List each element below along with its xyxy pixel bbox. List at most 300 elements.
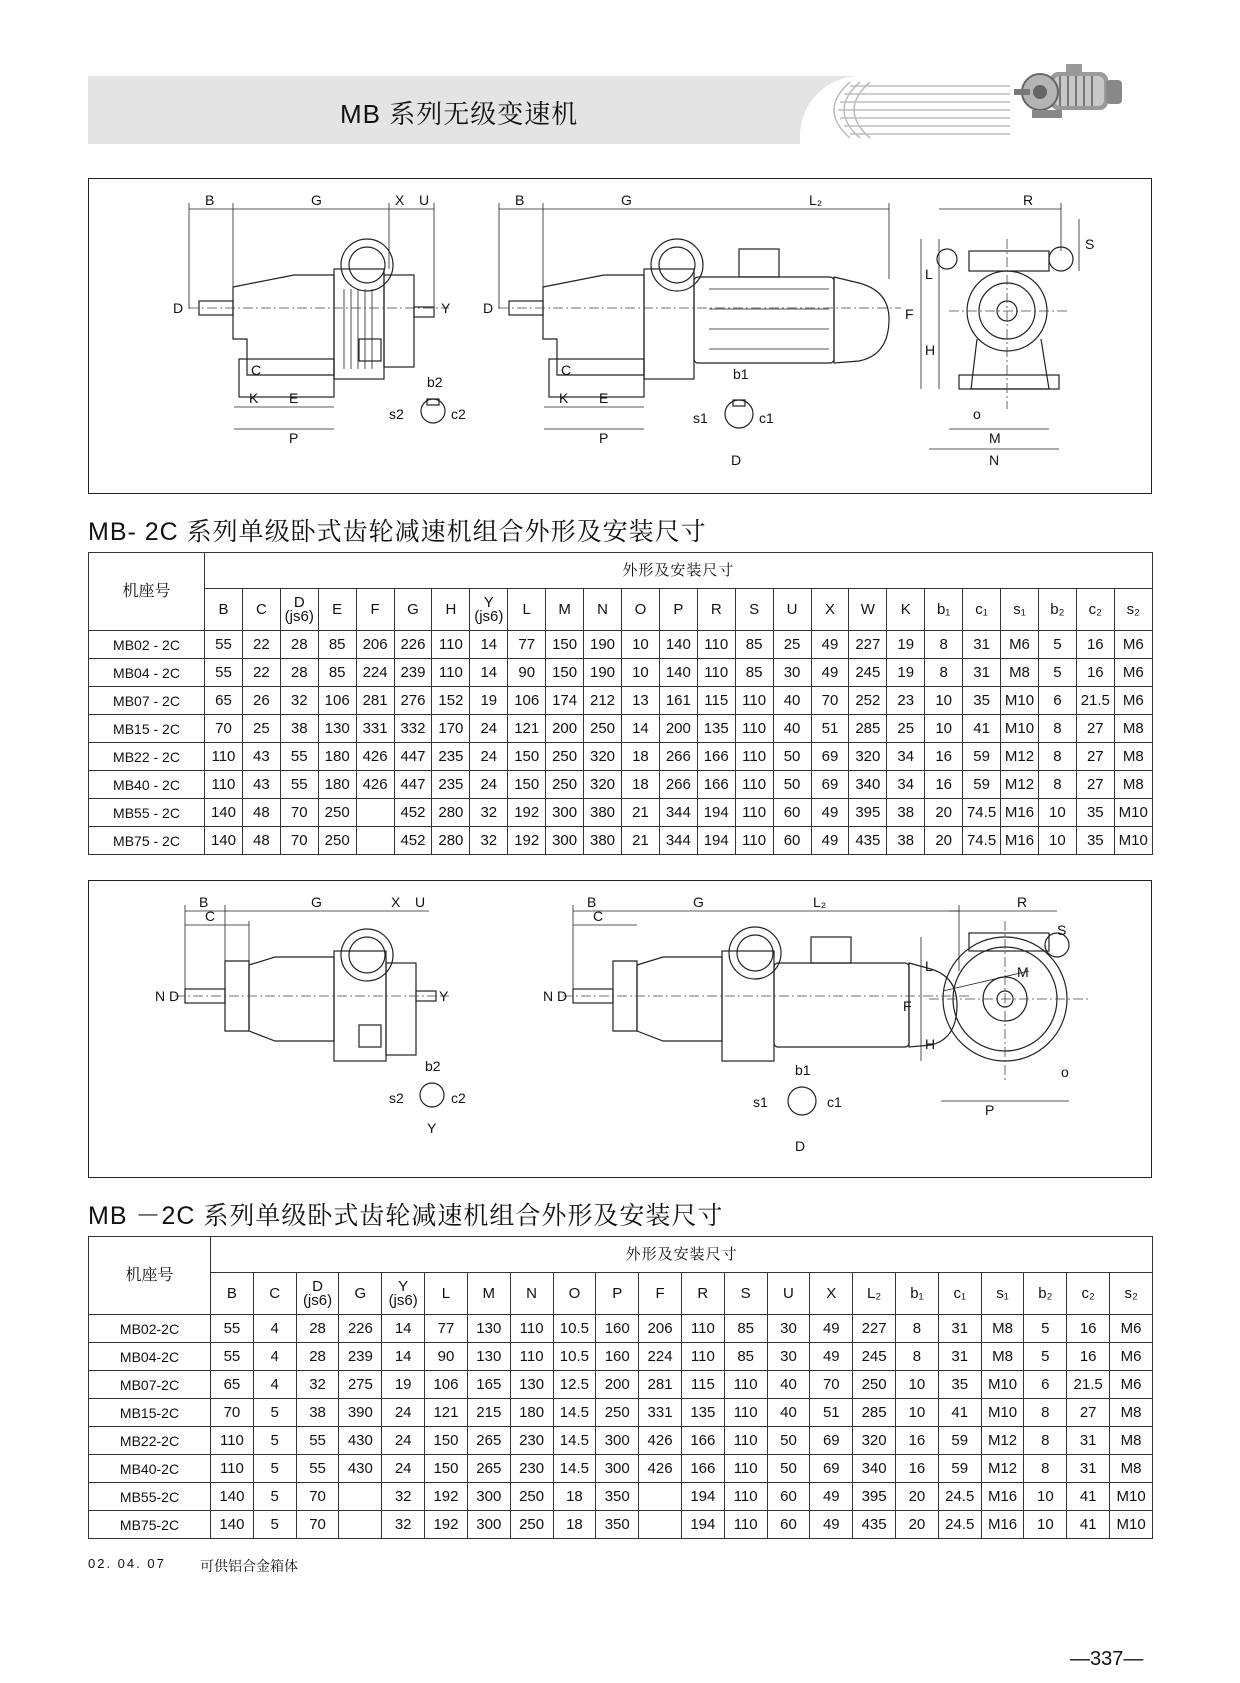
dimension-table-1: [88, 552, 1153, 855]
value-cell: 190: [584, 659, 622, 687]
dim2-label-y: Y: [439, 988, 449, 1004]
value-cell: M10: [1110, 1483, 1153, 1511]
value-cell: 16: [1076, 631, 1114, 659]
column-header: M: [467, 1273, 510, 1315]
value-cell: 380: [584, 827, 622, 855]
dim-label-x: X: [395, 192, 405, 208]
dim2-label-h: H: [925, 1036, 936, 1052]
value-cell: 28: [280, 631, 318, 659]
value-cell: 150: [425, 1427, 468, 1455]
value-cell: 150: [508, 743, 546, 771]
drawing-frame-2: [88, 880, 1152, 1178]
column-header: D (js6): [296, 1273, 339, 1315]
value-cell: 266: [659, 743, 697, 771]
value-cell: 18: [553, 1511, 596, 1539]
value-cell: 22: [242, 631, 280, 659]
value-cell: 5: [253, 1399, 296, 1427]
value-cell: 224: [639, 1343, 682, 1371]
value-cell: 8: [925, 631, 963, 659]
dim-label-c2: c2: [451, 406, 466, 422]
value-cell: M16: [1001, 799, 1039, 827]
value-cell: 31: [1067, 1455, 1110, 1483]
value-cell: 69: [811, 743, 849, 771]
value-cell: 49: [811, 827, 849, 855]
value-cell: 452: [394, 799, 432, 827]
value-cell: 106: [425, 1371, 468, 1399]
dim2-label-p: P: [985, 1102, 995, 1118]
value-cell: M8: [981, 1315, 1024, 1343]
value-cell: 430: [339, 1455, 382, 1483]
column-header: L₂: [853, 1273, 896, 1315]
table-row: [89, 1343, 1153, 1371]
value-cell: 250: [318, 799, 356, 827]
value-cell: 32: [382, 1511, 425, 1539]
value-cell: 34: [887, 771, 925, 799]
value-cell: 16: [925, 771, 963, 799]
column-header: B: [211, 1273, 254, 1315]
value-cell: 60: [773, 799, 811, 827]
value-cell: 340: [853, 1455, 896, 1483]
value-cell: 32: [470, 827, 508, 855]
value-cell: 115: [697, 687, 735, 715]
value-cell: 320: [853, 1427, 896, 1455]
value-cell: 5: [1038, 631, 1076, 659]
value-cell: 10: [925, 687, 963, 715]
column-header: Y (js6): [470, 589, 508, 631]
dim-label-s: S: [1085, 236, 1095, 252]
value-cell: 85: [724, 1343, 767, 1371]
value-cell: 239: [394, 659, 432, 687]
dim2-label-s2: s2: [389, 1090, 404, 1106]
value-cell: 166: [681, 1427, 724, 1455]
value-cell: M8: [1110, 1399, 1153, 1427]
column-header: G: [394, 589, 432, 631]
value-cell: 350: [596, 1511, 639, 1539]
column-header: X: [810, 1273, 853, 1315]
value-cell: M10: [981, 1371, 1024, 1399]
dim2-label-c-2: C: [593, 908, 604, 924]
value-cell: 40: [767, 1371, 810, 1399]
value-cell: 110: [211, 1455, 254, 1483]
value-cell: 8: [896, 1315, 939, 1343]
value-cell: 265: [467, 1427, 510, 1455]
value-cell: 85: [318, 631, 356, 659]
value-cell: 90: [508, 659, 546, 687]
dim2-label-c: C: [205, 908, 216, 924]
value-cell: 135: [681, 1399, 724, 1427]
column-header: P: [659, 589, 697, 631]
value-cell: 24: [470, 771, 508, 799]
value-cell: 10: [621, 659, 659, 687]
column-header: c₁: [963, 589, 1001, 631]
value-cell: 19: [470, 687, 508, 715]
table-row: [89, 827, 1153, 855]
value-cell: 395: [853, 1483, 896, 1511]
value-cell: 110: [510, 1315, 553, 1343]
dim2-label-x: X: [391, 894, 401, 910]
column-header: c₂: [1076, 589, 1114, 631]
value-cell: 300: [467, 1483, 510, 1511]
value-cell: 43: [242, 771, 280, 799]
value-cell: 170: [432, 715, 470, 743]
value-cell: 21.5: [1067, 1371, 1110, 1399]
dim2-label-l2: L₂: [813, 894, 827, 910]
value-cell: 43: [242, 743, 280, 771]
table-row: [89, 743, 1153, 771]
value-cell: 230: [510, 1427, 553, 1455]
value-cell: 227: [849, 631, 887, 659]
value-cell: 180: [510, 1399, 553, 1427]
value-cell: 426: [639, 1427, 682, 1455]
value-cell: 152: [432, 687, 470, 715]
value-cell: 24: [382, 1455, 425, 1483]
table-row: [89, 1371, 1153, 1399]
value-cell: 40: [767, 1399, 810, 1427]
value-cell: 14: [382, 1315, 425, 1343]
value-cell: M6: [1110, 1371, 1153, 1399]
value-cell: 77: [508, 631, 546, 659]
value-cell: 8: [896, 1343, 939, 1371]
dim2-label-m: M: [1017, 964, 1029, 980]
dim2-label-r: R: [1017, 894, 1028, 910]
value-cell: 16: [1076, 659, 1114, 687]
column-header: b₁: [896, 1273, 939, 1315]
value-cell: 212: [584, 687, 622, 715]
model-cell: MB02-2C: [89, 1315, 211, 1343]
value-cell: 85: [724, 1315, 767, 1343]
value-cell: 150: [546, 631, 584, 659]
dim2-label-l: L: [925, 958, 933, 974]
value-cell: 110: [681, 1315, 724, 1343]
value-cell: M8: [1114, 771, 1152, 799]
value-cell: 21: [621, 799, 659, 827]
column-header: D (js6): [280, 589, 318, 631]
value-cell: 70: [810, 1371, 853, 1399]
dim2-label-y-key: Y: [427, 1120, 437, 1136]
footer-date: 02. 04. 07: [88, 1556, 166, 1571]
value-cell: 5: [1024, 1315, 1067, 1343]
value-cell: 280: [432, 799, 470, 827]
value-cell: 344: [659, 799, 697, 827]
value-cell: 74.5: [963, 799, 1001, 827]
value-cell: 192: [425, 1483, 468, 1511]
value-cell: 340: [849, 771, 887, 799]
dim-label-b1: b1: [733, 366, 749, 382]
value-cell: 452: [394, 827, 432, 855]
column-header: U: [767, 1273, 810, 1315]
value-cell: 150: [425, 1455, 468, 1483]
value-cell: 31: [1067, 1427, 1110, 1455]
value-cell: 395: [849, 799, 887, 827]
column-header: s₂: [1114, 589, 1152, 631]
value-cell: M12: [981, 1455, 1024, 1483]
value-cell: 10.5: [553, 1315, 596, 1343]
value-cell: 24: [382, 1399, 425, 1427]
value-cell: 20: [896, 1483, 939, 1511]
value-cell: 77: [425, 1315, 468, 1343]
value-cell: 59: [938, 1427, 981, 1455]
value-cell: 150: [546, 659, 584, 687]
value-cell: 25: [887, 715, 925, 743]
dim2-label-n: N: [155, 988, 166, 1004]
value-cell: 194: [681, 1511, 724, 1539]
value-cell: 55: [296, 1427, 339, 1455]
dimension-table-2: [88, 1236, 1153, 1539]
value-cell: 10: [1024, 1511, 1067, 1539]
value-cell: 390: [339, 1399, 382, 1427]
value-cell: 110: [205, 743, 243, 771]
column-header: K: [887, 589, 925, 631]
dim2-label-g: G: [311, 894, 322, 910]
value-cell: 69: [810, 1427, 853, 1455]
value-cell: 14.5: [553, 1427, 596, 1455]
dim2-label-d-2: D: [557, 988, 568, 1004]
dim-label-c1: c1: [759, 410, 774, 426]
value-cell: 16: [896, 1427, 939, 1455]
value-cell: 24: [470, 715, 508, 743]
value-cell: [639, 1511, 682, 1539]
page-title: MB 系列无级变速机: [340, 99, 579, 129]
column-header: N: [584, 589, 622, 631]
model-cell: MB22-2C: [89, 1427, 211, 1455]
value-cell: 200: [546, 715, 584, 743]
value-cell: 16: [1067, 1343, 1110, 1371]
value-cell: 250: [853, 1371, 896, 1399]
value-cell: 110: [724, 1483, 767, 1511]
dim-label-b-2: B: [515, 192, 525, 208]
technical-drawing-1: [89, 179, 1151, 493]
value-cell: M12: [1001, 771, 1039, 799]
value-cell: 50: [773, 771, 811, 799]
dim2-label-c1: c1: [827, 1094, 842, 1110]
value-cell: 60: [767, 1483, 810, 1511]
dim-label-g: G: [311, 192, 322, 208]
value-cell: 12.5: [553, 1371, 596, 1399]
dim2-label-b-2: B: [587, 894, 597, 910]
value-cell: 10.5: [553, 1343, 596, 1371]
model-cell: MB15 - 2C: [89, 715, 205, 743]
value-cell: 110: [724, 1511, 767, 1539]
table-row: [89, 1455, 1153, 1483]
value-cell: 344: [659, 827, 697, 855]
value-cell: 30: [767, 1315, 810, 1343]
column-header: P: [596, 1273, 639, 1315]
value-cell: 285: [849, 715, 887, 743]
value-cell: 8: [1038, 743, 1076, 771]
dim2-label-d: D: [169, 988, 180, 1004]
dim-label-d-2: D: [483, 300, 494, 316]
value-cell: 266: [659, 771, 697, 799]
value-cell: M10: [1001, 687, 1039, 715]
value-cell: 426: [639, 1455, 682, 1483]
value-cell: 8: [1024, 1399, 1067, 1427]
value-cell: 55: [211, 1343, 254, 1371]
value-cell: 22: [242, 659, 280, 687]
value-cell: 115: [681, 1371, 724, 1399]
value-cell: 10: [925, 715, 963, 743]
value-cell: 85: [735, 659, 773, 687]
value-cell: 41: [963, 715, 1001, 743]
dim-label-h: H: [925, 342, 936, 358]
model-cell: MB15-2C: [89, 1399, 211, 1427]
value-cell: 281: [639, 1371, 682, 1399]
value-cell: M10: [981, 1399, 1024, 1427]
value-cell: 110: [735, 743, 773, 771]
value-cell: 194: [681, 1483, 724, 1511]
value-cell: 55: [211, 1315, 254, 1343]
table-row: [89, 631, 1153, 659]
value-cell: 8: [925, 659, 963, 687]
dim-label-e: E: [289, 390, 299, 406]
value-cell: 48: [242, 827, 280, 855]
table-row: [89, 1511, 1153, 1539]
value-cell: 235: [432, 743, 470, 771]
column-header: H: [432, 589, 470, 631]
value-cell: 331: [639, 1399, 682, 1427]
value-cell: 28: [296, 1343, 339, 1371]
column-header: b₂: [1024, 1273, 1067, 1315]
dim2-label-n-2: N: [543, 988, 554, 1004]
value-cell: 110: [724, 1399, 767, 1427]
value-cell: 130: [510, 1371, 553, 1399]
column-header: s₁: [981, 1273, 1024, 1315]
value-cell: 70: [211, 1399, 254, 1427]
column-header: O: [553, 1273, 596, 1315]
value-cell: 245: [853, 1343, 896, 1371]
value-cell: M6: [1110, 1343, 1153, 1371]
column-header: b₁: [925, 589, 963, 631]
value-cell: 110: [432, 659, 470, 687]
value-cell: 14: [470, 659, 508, 687]
value-cell: 300: [596, 1427, 639, 1455]
value-cell: 166: [697, 743, 735, 771]
value-cell: 180: [318, 771, 356, 799]
value-cell: 30: [773, 659, 811, 687]
value-cell: 160: [596, 1343, 639, 1371]
dim-label-r: R: [1023, 192, 1034, 208]
model-cell: MB07 - 2C: [89, 687, 205, 715]
dim2-label-s: S: [1057, 922, 1067, 938]
model-cell: MB22 - 2C: [89, 743, 205, 771]
table-1-group-header: 外形及安装尺寸: [205, 553, 1153, 589]
value-cell: 106: [508, 687, 546, 715]
value-cell: M6: [1114, 687, 1152, 715]
value-cell: 14.5: [553, 1455, 596, 1483]
value-cell: 60: [767, 1511, 810, 1539]
value-cell: 31: [938, 1315, 981, 1343]
value-cell: 55: [205, 659, 243, 687]
value-cell: 320: [849, 743, 887, 771]
column-header: R: [681, 1273, 724, 1315]
value-cell: 59: [963, 771, 1001, 799]
value-cell: 230: [510, 1455, 553, 1483]
value-cell: 166: [697, 771, 735, 799]
value-cell: 265: [467, 1455, 510, 1483]
dim-label-g-2: G: [621, 192, 632, 208]
value-cell: 110: [724, 1455, 767, 1483]
value-cell: 18: [621, 771, 659, 799]
value-cell: 48: [242, 799, 280, 827]
value-cell: 8: [1024, 1427, 1067, 1455]
model-cell: MB07-2C: [89, 1371, 211, 1399]
dim-label-p: P: [289, 430, 299, 446]
value-cell: 130: [467, 1343, 510, 1371]
value-cell: 110: [724, 1427, 767, 1455]
value-cell: 180: [318, 743, 356, 771]
value-cell: 65: [205, 687, 243, 715]
value-cell: M16: [1001, 827, 1039, 855]
value-cell: 5: [1038, 659, 1076, 687]
column-header: W: [849, 589, 887, 631]
model-cell: MB75 - 2C: [89, 827, 205, 855]
value-cell: 19: [382, 1371, 425, 1399]
value-cell: 320: [584, 743, 622, 771]
value-cell: 18: [553, 1483, 596, 1511]
value-cell: 5: [1024, 1343, 1067, 1371]
table-row: [89, 1427, 1153, 1455]
value-cell: [356, 799, 394, 827]
value-cell: M8: [1114, 715, 1152, 743]
value-cell: 110: [697, 631, 735, 659]
value-cell: 50: [767, 1455, 810, 1483]
value-cell: 20: [896, 1511, 939, 1539]
value-cell: 23: [887, 687, 925, 715]
value-cell: 70: [296, 1511, 339, 1539]
value-cell: 85: [318, 659, 356, 687]
value-cell: 224: [356, 659, 394, 687]
value-cell: 49: [810, 1343, 853, 1371]
value-cell: M8: [1110, 1427, 1153, 1455]
dim-label-d: D: [173, 300, 184, 316]
value-cell: 150: [508, 771, 546, 799]
value-cell: 250: [596, 1399, 639, 1427]
column-header: R: [697, 589, 735, 631]
column-header: E: [318, 589, 356, 631]
value-cell: 121: [508, 715, 546, 743]
column-header: s₁: [1001, 589, 1039, 631]
value-cell: 275: [339, 1371, 382, 1399]
value-cell: 20: [925, 827, 963, 855]
dim-label-f: F: [905, 306, 914, 322]
column-header: s₂: [1110, 1273, 1153, 1315]
value-cell: 110: [432, 631, 470, 659]
dim-label-s1: s1: [693, 410, 708, 426]
column-header: Y (js6): [382, 1273, 425, 1315]
value-cell: 8: [1038, 715, 1076, 743]
table-1-corner-header: 机座号: [89, 553, 205, 631]
value-cell: M6: [1114, 659, 1152, 687]
value-cell: 27: [1076, 715, 1114, 743]
page-number: —337—: [1070, 1648, 1144, 1670]
value-cell: M6: [1114, 631, 1152, 659]
value-cell: 41: [1067, 1483, 1110, 1511]
value-cell: 30: [767, 1343, 810, 1371]
value-cell: 226: [339, 1315, 382, 1343]
value-cell: M8: [1114, 743, 1152, 771]
value-cell: 16: [925, 743, 963, 771]
dim-label-s2: s2: [389, 406, 404, 422]
value-cell: 34: [887, 743, 925, 771]
value-cell: 25: [773, 631, 811, 659]
value-cell: M6: [1001, 631, 1039, 659]
value-cell: 130: [318, 715, 356, 743]
value-cell: 49: [811, 799, 849, 827]
value-cell: M12: [981, 1427, 1024, 1455]
value-cell: 14: [470, 631, 508, 659]
value-cell: M12: [1001, 743, 1039, 771]
value-cell: 110: [211, 1427, 254, 1455]
value-cell: 192: [508, 827, 546, 855]
